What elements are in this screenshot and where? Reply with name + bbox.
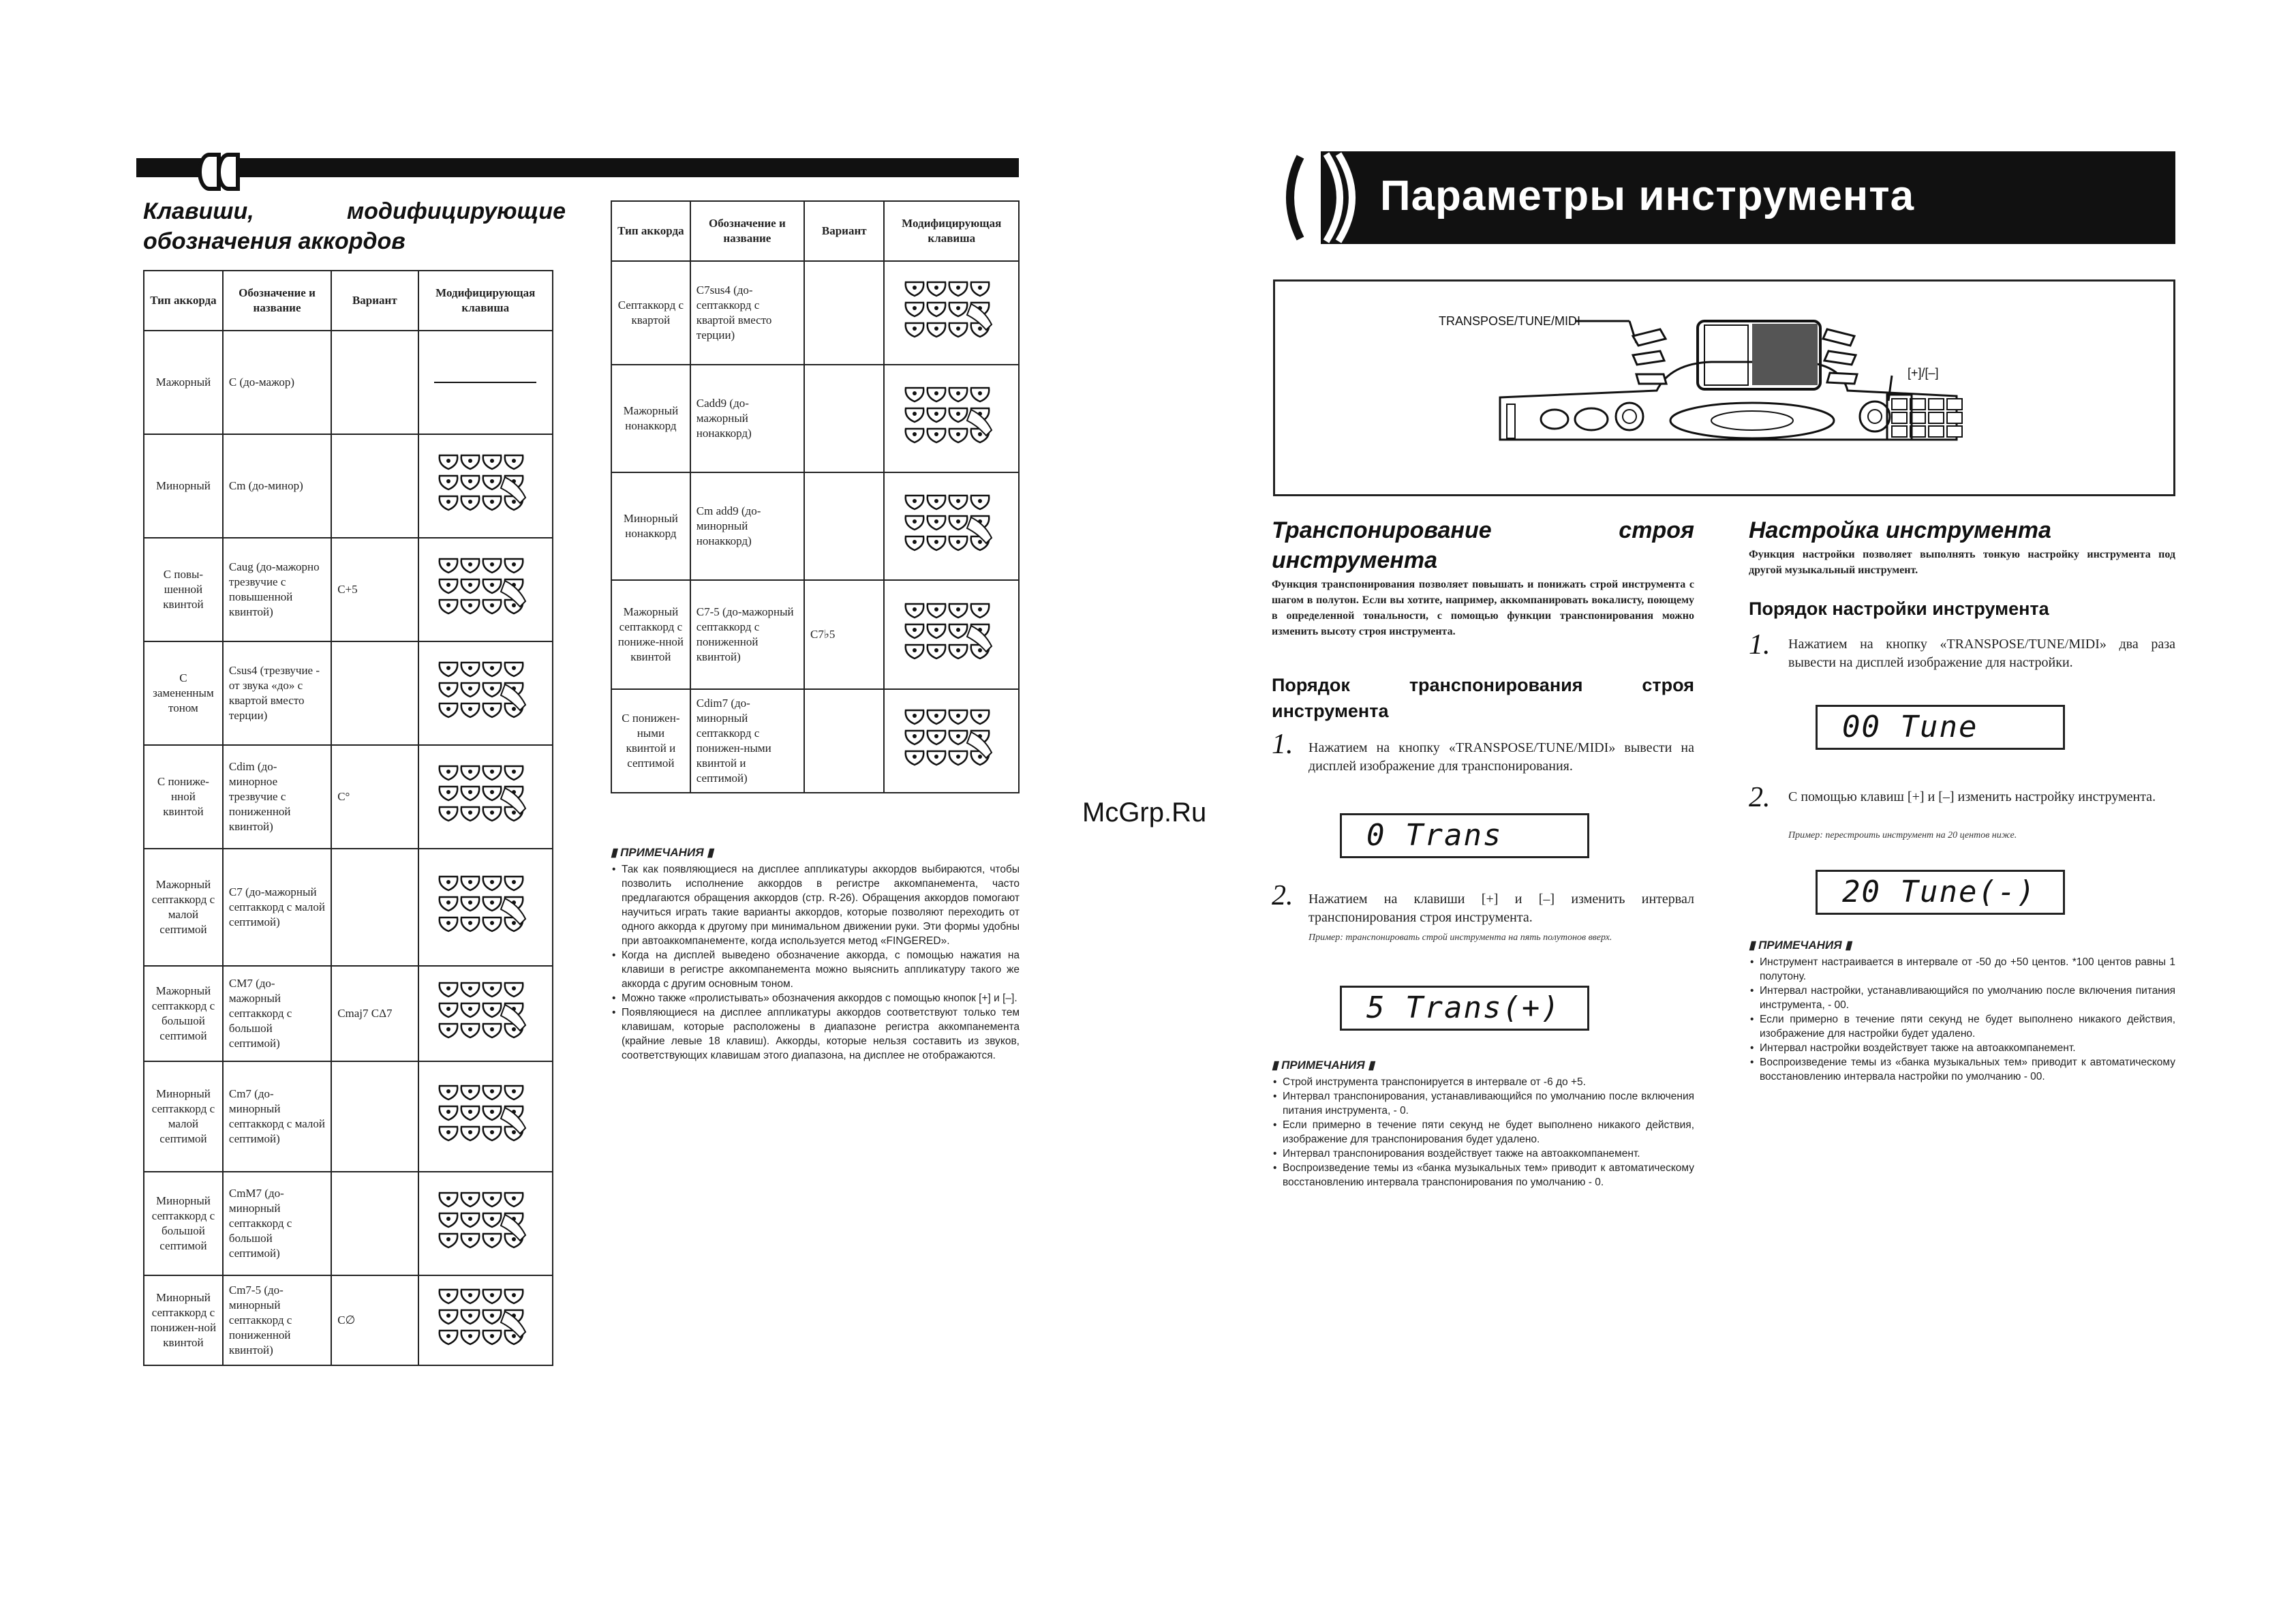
lcd-display-tune-20: 20 Tune(-) [1816,870,2065,915]
chord-variant-cell: C∅ [331,1275,418,1365]
title-line: обозначения аккордов [143,228,405,254]
table-row [144,331,553,434]
table-row [144,966,553,1061]
chord-type-cell: Септаккорд с квартой [611,261,690,365]
chord-keypad-icon [434,977,536,1046]
modifier-key-cell [418,1172,553,1275]
notes-heading: ▮ ПРИМЕЧАНИЯ ▮ [1272,1059,1375,1072]
chord-variant-cell: C+5 [331,538,418,641]
chord-type-cell: Мажорный [144,331,223,434]
table-row [611,580,1019,689]
tune-intro: Функция настройки позволяет выполнять тонкую настройку инструмента под другой музыкальный инструмент. [1749,549,2175,576]
step-number: 2. [1272,880,1294,911]
tune-procedure-title: Порядок настройки инструмента [1749,598,2049,619]
chord-name-cell: C (до-мажор) [223,331,331,434]
chord-name-cell: Cadd9 (до-мажорный нонаккорд) [690,365,804,472]
title-word: модифицирующие [347,198,566,224]
chord-name-cell: Cdim7 (до-минорный септаккорд с понижен-ными квинтой и септимой) [690,689,804,793]
chord-variant-cell [331,641,418,745]
chord-type-cell: С понижен-ными квинтой и септимой [611,689,690,793]
chord-name-cell: C7 (до-мажорный септаккорд с малой септимой) [223,849,331,966]
modifier-key-cell [884,689,1019,793]
chord-keypad-icon [434,450,536,518]
modifier-key-cell [418,1061,553,1172]
chord-variant-cell [331,1061,418,1172]
note-item: • Интервал настройки, устанавливающийся по умолчанию после включения питания инструмента, - 00. [1760,984,2175,1012]
chord-keypad-icon [434,657,536,725]
chord-name-cell: C7sus4 (до-септаккорд с квартой вместо терции) [690,261,804,365]
table-row [144,849,553,966]
chord-type-cell: С повы-шенной квинтой [144,538,223,641]
chord-keypad-icon [434,871,536,939]
note-item: • Интервал транспонирования, устанавливающийся по умолчанию после включения питания инструмента, - 0. [1283,1089,1694,1118]
chord-keypad-icon [900,705,1002,773]
chord-keypad-icon [434,1080,536,1149]
tune-notes [1749,938,2175,1084]
chord-variant-cell: C° [331,745,418,849]
lcd-display-tune-00: 00 Tune [1816,705,2065,750]
table-header-cell: Модифицирующая клавиша [418,271,553,331]
chord-variant-cell [804,472,884,580]
table-header-cell: Обозначение и название [690,201,804,261]
notes-heading: ▮ ПРИМЕЧАНИЯ ▮ [611,846,714,859]
chord-type-cell: Мажорный септаккорд с малой септимой [144,849,223,966]
header-bracket-icon [1273,151,1362,244]
top-bar-tab-mark [217,153,240,191]
table-header-cell: Модифицирующая клавиша [884,201,1019,261]
chord-variant-cell [331,1172,418,1275]
no-modifier-line [434,382,536,383]
modifier-key-cell [418,849,553,966]
page-title: Параметры инструмента [1380,172,1915,219]
modifier-key-cell [418,641,553,745]
table-row [611,261,1019,365]
transpose-procedure-title: Порядок транспонирования строя инструмента [1272,675,1694,721]
table-header-cell: Вариант [804,201,884,261]
note-item: • Строй инструмента транспонируется в интервале от -6 до +5. [1283,1075,1694,1089]
chord-name-cell: Cm add9 (до-минорный нонаккорд) [690,472,804,580]
lcd-display-transpose-0: 0 Trans [1340,813,1589,858]
chord-type-cell: С пониже-нной квинтой [144,745,223,849]
left-page-title [143,196,566,256]
modifier-key-cell [418,1275,553,1365]
note-item: • Интервал транспонирования воздействует также на автоаккомпанемент. [1283,1147,1694,1161]
chord-variant-cell [804,365,884,472]
chord-name-cell: Cm7 (до-минорный септаккорд с малой септимой) [223,1061,331,1172]
tune-example: Пример: перестроить инструмент на 20 центов ниже. [1788,830,2017,840]
modifier-key-cell [884,580,1019,689]
table-row [144,745,553,849]
transpose-example: Пример: транспонировать строй инструмента на пять полутонов вверх. [1308,932,1612,943]
watermark: McGrp.Ru [1082,798,1207,828]
note-item: • Так как появляющиеся на дисплее аппликатуры аккордов выбираются, чтобы позволить исполнение аккордов в регистре аккомпанемента, часто предлагаются обращения аккордов (стр. R-26). Обращения аккордов помогают научиться играть такие варианты аккордов, которые позволяют переходить от одного аккорда к другому при минимальном движении руки. Эти формы удобны при автоаккомпанементе, когда используется метод «FINGERED». [622,862,1020,948]
title-word: Клавиши, [143,198,254,224]
table-row [611,365,1019,472]
note-item: • Можно также «пролистывать» обозначения аккордов с помощью кнопок [+] и [–]. [622,991,1020,1005]
chord-name-cell: Cdim (до-минорное трезвучие с пониженной квинтой) [223,745,331,849]
chord-variant-cell [331,331,418,434]
modifier-key-cell [884,365,1019,472]
chord-keypad-icon [434,761,536,829]
chord-keypad-icon [434,1187,536,1256]
modifier-key-cell [884,472,1019,580]
chord-table-1 [143,270,553,1366]
chord-variant-cell [331,849,418,966]
note-item: • Интервал настройки воздействует также на автоаккомпанемент. [1760,1041,2175,1055]
table-row [144,641,553,745]
plusminus-label: [+]/[–] [1908,366,1939,380]
table-header-row [611,201,1019,261]
chord-type-cell: Минорный септаккорд с понижен-ной квинтой [144,1275,223,1365]
table-row [144,1061,553,1172]
step-number: 1. [1749,629,1771,661]
chord-type-cell: Мажорный септаккорд с пониже-нной квинтой [611,580,690,689]
transpose-label: TRANSPOSE/TUNE/MIDI [1439,314,1581,328]
chord-keypad-icon [900,277,1002,345]
transpose-step-1: Нажатием на кнопку «TRANSPOSE/TUNE/MIDI» вывести на дисплей изображение для транспонирования. [1308,740,1694,774]
left-notes [611,845,1020,1063]
chord-keypad-icon [900,382,1002,451]
tune-step-1: Нажатием на кнопку «TRANSPOSE/TUNE/MIDI» два раза вывести на дисплей изображение для настройки. [1788,637,2175,670]
chord-name-cell: Cm7-5 (до-минорный септаккорд с пониженной квинтой) [223,1275,331,1365]
modifier-key-cell [418,434,553,538]
table-row [611,689,1019,793]
left-page-top-bar [136,158,1019,177]
chord-name-cell: C7-5 (до-мажорный септаккорд с пониженной квинтой) [690,580,804,689]
note-item: • Воспроизведение темы из «банка музыкальных тем» приводит к автоматическому восстановлению интервала транспонирования по умолчанию - 0. [1283,1161,1694,1189]
table-header-cell: Обозначение и название [223,271,331,331]
chord-variant-cell [804,689,884,793]
chord-name-cell: CM7 (до-мажорный септаккорд с большой септимой) [223,966,331,1061]
chord-type-cell: Минорный [144,434,223,538]
chord-keypad-icon [434,553,536,622]
tune-step-2: С помощью клавиш [+] и [–] изменить настройку инструмента. [1788,789,2156,804]
table-header-row [144,271,553,331]
chord-name-cell: Caug (до-мажорно трезвучие с повышенной квинтой) [223,538,331,641]
step-number: 1. [1272,729,1294,760]
chord-type-cell: Мажорный нонаккорд [611,365,690,472]
note-item: • Если примерно в течение пяти секунд не будет выполнено никакого действия, изображение для транспонирования будет удалено. [1283,1118,1694,1147]
note-item: • Воспроизведение темы из «банка музыкальных тем» приводит к автоматическому восстановлению интервала настройки по умолчанию - 00. [1760,1055,2175,1084]
modifier-key-cell [418,331,553,434]
transpose-step-2: Нажатием на клавиши [+] и [–] изменить интервал транспонирования строя инструмента. [1308,892,1694,925]
table-row [144,538,553,641]
note-item: • Появляющиеся на дисплее аппликатуры аккордов соответствуют только тем клавишам, которые расположены в диапазоне регистра аккомпанемента (крайние левые 18 клавиш). Аккорды, которые нельзя составить из звуков, соответствующих клавишам этого диапазона, на дисплее не отображаются. [622,1005,1020,1063]
chord-keypad-icon [900,598,1002,667]
chord-type-cell: Мажорный септаккорд с большой септимой [144,966,223,1061]
table-row [144,1172,553,1275]
chord-variant-cell [331,434,418,538]
transpose-notes [1272,1058,1694,1189]
table-header-cell: Тип аккорда [144,271,223,331]
chord-variant-cell: Cmaj7 CΔ7 [331,966,418,1061]
chord-type-cell: Минорный септаккорд с большой септимой [144,1172,223,1275]
table-header-cell: Вариант [331,271,418,331]
chord-type-cell: Минорный септаккорд с малой септимой [144,1061,223,1172]
note-item: • Если примерно в течение пяти секунд не будет выполнено никакого действия, изображение для настройки будет удалено. [1760,1012,2175,1041]
chord-variant-cell [804,261,884,365]
transpose-intro: Функция транспонирования позволяет повышать и понижать строй инструмента с шагом в полутон. Если вы хотите, например, аккомпанировать вокалисту, поющему в определенной тональности, с помощью функции транспонирования можно изменить высоту строя инструмента. [1272,579,1694,637]
modifier-key-cell [884,261,1019,365]
lcd-display-transpose-5: 5 Trans(+) [1340,986,1589,1031]
note-item: • Когда на дисплей выведено обозначение аккорда, с помощью нажатия на клавиши в регистре аккомпанемента можно выяснить аппликатуру такого же аккорда с другим основным тоном. [622,948,1020,991]
transpose-section-title: Транспонирование строя инструмента [1272,517,1694,573]
table-row [144,434,553,538]
modifier-key-cell [418,966,553,1061]
chord-variant-cell: C7♭5 [804,580,884,689]
chord-name-cell: CmM7 (до-минорный септаккорд с большой септимой) [223,1172,331,1275]
modifier-key-cell [418,745,553,849]
chord-name-cell: Cm (до-минор) [223,434,331,538]
chord-type-cell: Минорный нонаккорд [611,472,690,580]
keyboard-diagram [1273,279,2175,496]
tune-section-title: Настройка инструмента [1749,517,2051,543]
note-item: • Инструмент настраивается в интервале от -50 до +50 центов. *100 центов равны 1 полутону. [1760,955,2175,984]
chord-type-cell: С замененным тоном [144,641,223,745]
notes-heading: ▮ ПРИМЕЧАНИЯ ▮ [1749,939,1852,952]
chord-keypad-icon [900,490,1002,558]
table-row [611,472,1019,580]
table-row [144,1275,553,1365]
keyboard-panel-illustration [1275,282,2173,494]
modifier-key-cell [418,538,553,641]
chord-keypad-icon [434,1284,536,1352]
chord-table-2 [611,200,1020,793]
step-number: 2. [1749,782,1771,813]
chord-name-cell: Csus4 (трезвучие - от звука «до» с квартой вместо терции) [223,641,331,745]
table-header-cell: Тип аккорда [611,201,690,261]
